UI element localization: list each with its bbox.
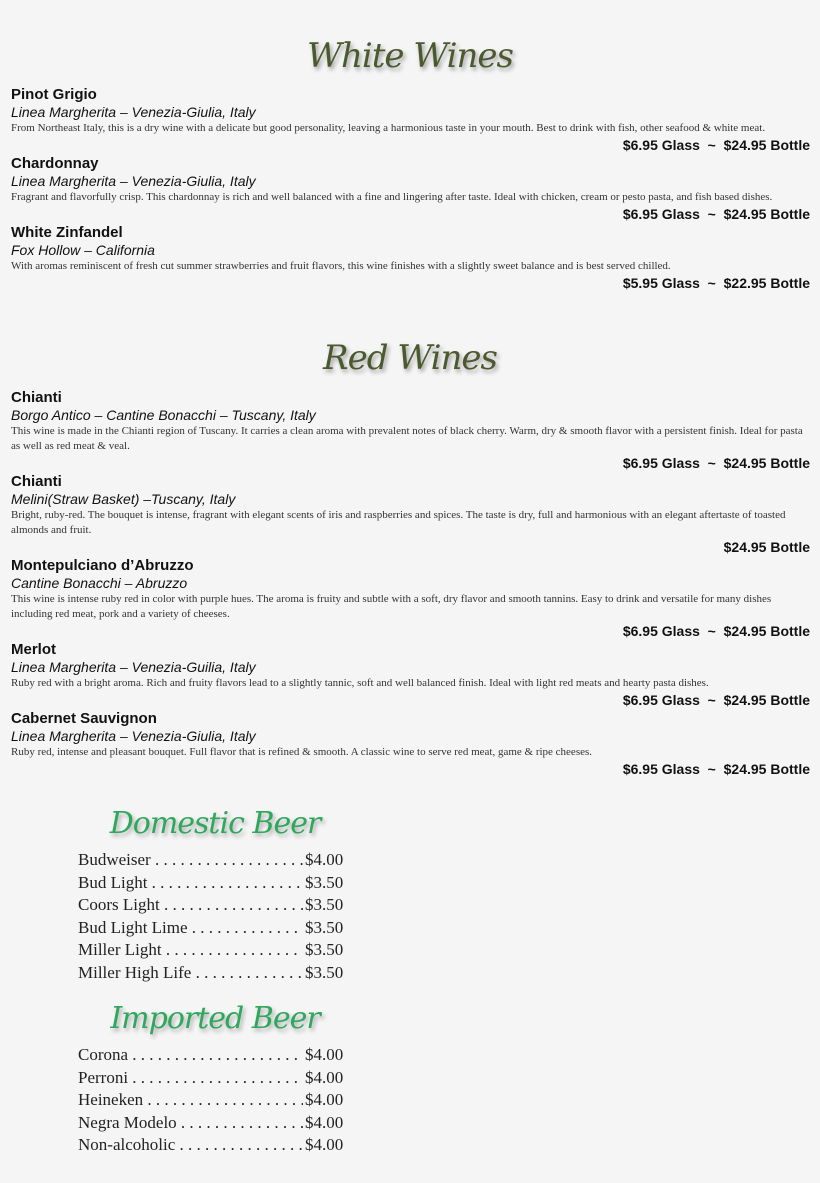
beer-name: Bud Light Lime . . .: [78, 917, 303, 940]
wine-name: White Zinfandel: [11, 224, 123, 241]
wine-origin: Borgo Antico – Cantine Bonacchi – Tuscany, Italy: [11, 407, 316, 423]
wine-price: $6.95 Glass ~ $24.95 Bottle: [622, 761, 810, 777]
white-wines-list: [11, 86, 810, 293]
beer-item: [78, 939, 348, 962]
beer-name: Budweiser . . .: [78, 849, 303, 872]
wine-origin: Linea Margherita – Venezia-Giulia, Italy: [11, 173, 256, 189]
wine-name: Chianti: [11, 473, 62, 490]
beer-name: Heineken . . .: [78, 1089, 303, 1112]
beer-name: Negra Modelo . . .: [78, 1112, 303, 1135]
wine-price: $6.95 Glass ~ $24.95 Bottle: [622, 137, 810, 153]
wine-price: $6.95 Glass ~ $24.95 Bottle: [622, 692, 810, 708]
wine-name: Cabernet Sauvignon: [11, 710, 157, 727]
beer-name: Bud Light . . .: [78, 872, 303, 895]
wine-price: $6.95 Glass ~ $24.95 Bottle: [622, 206, 810, 222]
beer-price: $4.00: [305, 1045, 344, 1064]
wine-name: Montepulciano d’Abruzzo: [11, 557, 194, 574]
wine-name: Merlot: [11, 641, 56, 658]
beer-price: $3.50: [305, 895, 344, 915]
beer-item: [78, 1067, 348, 1090]
beer-name: Corona . . .: [78, 1044, 303, 1067]
domestic-beer-list: [78, 849, 348, 985]
wine-item: [11, 710, 810, 779]
beer-item: [78, 1044, 348, 1067]
beer-name: Miller High Life . . .: [78, 962, 303, 985]
wine-origin: Linea Margherita – Venezia-Giulia, Italy: [11, 104, 256, 120]
wine-item: [11, 641, 810, 710]
wine-origin: Melini(Straw Basket) –Tuscany, Italy: [11, 491, 236, 507]
wine-origin: Cantine Bonacchi – Abruzzo: [11, 575, 188, 591]
wine-item: [11, 473, 810, 557]
beer-item: [78, 894, 348, 917]
wine-description: This wine is made in the Chianti region of Tuscany. It carries a clean aroma with prevalent notes of black cherry. Warm, dry & smooth flavor with a persistent finish. Ideal for pasta as well as red meat & veal.: [11, 425, 803, 452]
beer-item: [78, 962, 348, 985]
wine-description: Ruby red with a bright aroma. Rich and fruity flavors lead to a slightly tannic, soft and well balanced finish. Ideal with light red meats and hearty pasta dishes.: [11, 677, 709, 689]
beer-item: [78, 1134, 348, 1157]
beer-price: $4.00: [305, 1135, 344, 1155]
beer-item: [78, 917, 348, 940]
wine-description: From Northeast Italy, this is a dry wine with a delicate but good personality, leaving a harmonious taste in your mouth. Best to drink with fish, other seafood & white meat.: [11, 122, 766, 134]
beer-item: [78, 1089, 348, 1112]
wine-item: [11, 86, 810, 155]
wine-price: $24.95 Bottle: [723, 539, 810, 555]
beer-price: $3.50: [305, 940, 344, 960]
red-wines-list: [11, 389, 810, 779]
beer-name: Non-alcoholic . . .: [78, 1134, 303, 1157]
red-wines-heading: Red Wines: [323, 338, 497, 378]
wine-description: With aromas reminiscent of fresh cut summer strawberries and fruit flavors, this wine finishes with a slightly sweet balance and is best served chilled.: [11, 260, 671, 272]
wine-description: This wine is intense ruby red in color with purple hues. The aroma is fruity and subtle with a soft, dry flavor and smooth tannins. Easy to drink and versatile for many dishes including red meat, pork and a variety of cheeses.: [11, 593, 772, 620]
beer-price: $4.00: [305, 1112, 344, 1132]
wine-item: [11, 155, 810, 224]
wine-description: Bright, ruby-red. The bouquet is intense, fragrant with elegant scents of iris and raspberries and spices. The taste is dry, full and harmonious with an elegant aftertaste of toasted almonds and fruit.: [11, 509, 786, 536]
domestic-beer-heading: Domestic Beer: [109, 806, 321, 841]
wine-item: [11, 224, 810, 293]
beer-name: Perroni . . .: [78, 1067, 303, 1090]
wine-description: Fragrant and flavorfully crisp. This chardonnay is rich and well balanced with a fine and lingering after taste. Ideal with chicken, cream or pesto pasta, and fish based dishes.: [11, 191, 773, 203]
beer-price: $3.50: [305, 917, 344, 937]
wine-origin: Linea Margherita – Venezia-Giulia, Italy: [11, 728, 256, 744]
wine-description: Ruby red, intense and pleasant bouquet. Full flavor that is refined & smooth. A classic wine to serve red meat, game & ripe cheeses.: [11, 746, 593, 758]
beer-price: $4.00: [305, 1090, 344, 1110]
beer-price: $3.50: [305, 962, 344, 982]
beer-price: $4.00: [305, 1067, 344, 1087]
beer-item: [78, 849, 348, 872]
wine-item: [11, 557, 810, 641]
wine-name: Chardonnay: [11, 155, 99, 172]
wine-item: [11, 389, 810, 473]
beer-item: [78, 1112, 348, 1135]
beer-name: Coors Light . . .: [78, 894, 303, 917]
wine-price: $6.95 Glass ~ $24.95 Bottle: [622, 455, 810, 471]
wine-name: Chianti: [11, 389, 62, 406]
beer-price: $3.50: [305, 872, 344, 892]
beer-name: Miller Light . . .: [78, 939, 303, 962]
wine-price: $6.95 Glass ~ $24.95 Bottle: [622, 623, 810, 639]
wine-origin: Fox Hollow – California: [11, 242, 155, 258]
wine-price: $5.95 Glass ~ $22.95 Bottle: [622, 275, 810, 291]
beer-price: $4.00: [305, 850, 344, 869]
white-wines-heading: White Wines: [307, 36, 513, 76]
wine-name: Pinot Grigio: [11, 86, 97, 103]
wine-origin: Linea Margherita – Venezia-Guilia, Italy: [11, 659, 256, 675]
imported-beer-heading: Imported Beer: [110, 1001, 320, 1036]
imported-beer-list: [78, 1044, 348, 1157]
beer-item: [78, 872, 348, 895]
